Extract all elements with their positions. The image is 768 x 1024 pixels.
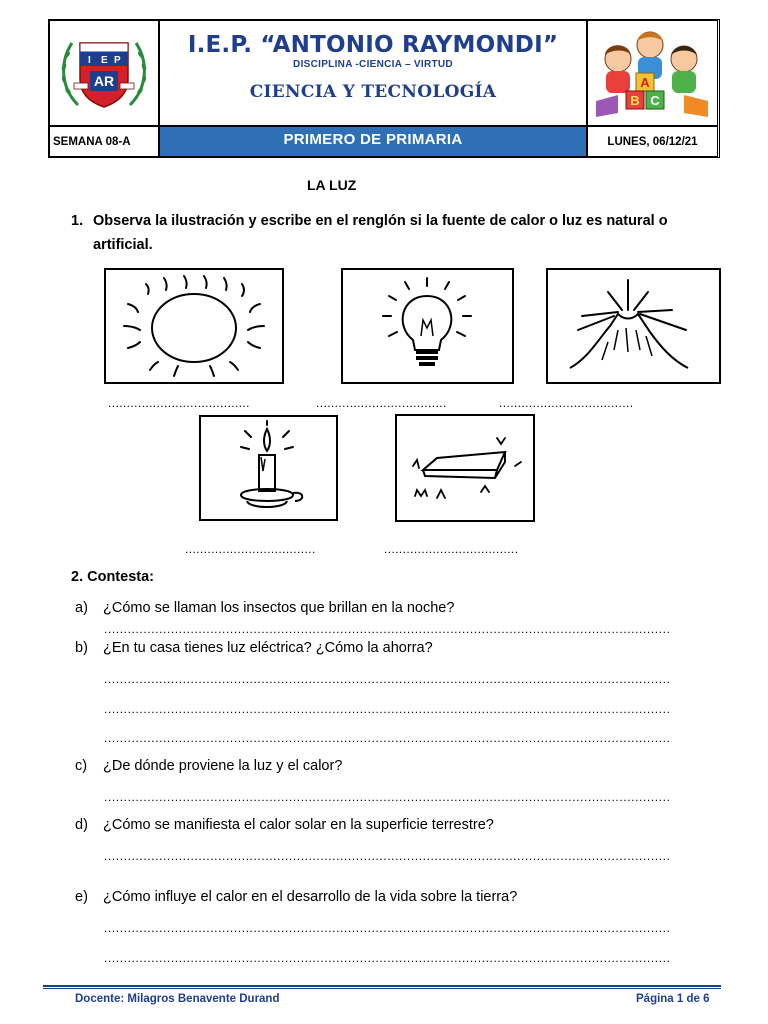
footer-rule-thin [43, 988, 721, 989]
picture-bulb [341, 268, 514, 384]
question-2-title: 2. Contesta: [71, 569, 154, 585]
question-letter: a) [75, 600, 88, 616]
svg-text:P: P [114, 55, 121, 66]
sun-icon [106, 270, 282, 382]
bulb-icon [343, 270, 512, 382]
school-motto: DISCIPLINA -CIENCIA – VIRTUD [293, 59, 453, 70]
footer-rule [43, 985, 721, 987]
footer-teacher: Docente: Milagros Benavente Durand [75, 993, 280, 1005]
question-text: ¿De dónde proviene la luz y el calor? [103, 758, 343, 774]
volcano-icon [548, 270, 719, 382]
svg-text:E: E [101, 55, 108, 66]
svg-text:I: I [88, 55, 91, 66]
question-letter: b) [75, 640, 88, 656]
question-1-number: 1. [71, 213, 84, 229]
answer-blank-candle[interactable]: ................................... [185, 542, 316, 556]
header-table [48, 19, 720, 158]
question-text: ¿En tu casa tienes luz eléctrica? ¿Cómo la ahorra? [103, 640, 433, 656]
answer-blank-iron[interactable]: .................................... [384, 542, 519, 556]
answer-line-b2[interactable]: ................................................................................................................................................ [104, 702, 671, 716]
question-text: ¿Cómo influye el calor en el desarrollo de la vida sobre la tierra? [103, 889, 518, 905]
kids-reading-icon [588, 21, 717, 125]
footer-page-number: Página 1 de 6 [636, 993, 710, 1005]
grade-band: PRIMERO DE PRIMARIA [159, 126, 587, 157]
answer-line-b3[interactable]: ................................................................................................................................................ [104, 731, 671, 745]
question-text: ¿Cómo se manifiesta el calor solar en la superficie terrestre? [103, 817, 494, 833]
school-name: I.E.P. “ANTONIO RAYMONDI” [187, 32, 559, 58]
question-text: ¿Cómo se llaman los insectos que brillan en la noche? [103, 600, 455, 616]
date-label: LUNES, 06/12/21 [587, 126, 718, 157]
logo-cell [49, 20, 159, 126]
svg-text:AR: AR [93, 73, 115, 89]
answer-line-e1[interactable]: ................................................................................................................................................ [104, 921, 671, 935]
question-1 [71, 209, 731, 257]
picture-volcano [546, 268, 721, 384]
school-logo [50, 21, 158, 125]
answer-blank-bulb[interactable]: ................................... [316, 396, 447, 410]
question-1-text: Observa la ilustración y escribe en el renglón si la fuente de calor o luz es natural o artificial. [93, 213, 668, 253]
question-letter: c) [75, 758, 88, 774]
answer-line-a1[interactable]: ................................................................................................................................................ [104, 622, 671, 636]
answer-blank-volcano[interactable]: .................................... [499, 396, 634, 410]
answer-line-e2[interactable]: ................................................................................................................................................ [104, 951, 671, 965]
course-title: CIENCIA Y TECNOLOGÍA [249, 82, 497, 102]
answer-line-b1[interactable]: ................................................................................................................................................ [104, 672, 671, 686]
candle-icon [201, 417, 336, 519]
picture-sun [104, 268, 284, 384]
answer-blank-sun[interactable]: ...................................... [108, 396, 250, 410]
question-letter: e) [75, 889, 88, 905]
week-label: SEMANA 08-A [49, 126, 159, 157]
picture-candle [199, 415, 338, 521]
svg-text:B: B [630, 93, 640, 108]
picture-hot-iron [395, 414, 535, 522]
kids-illustration-cell [587, 20, 718, 126]
answer-line-c1[interactable]: ................................................................................................................................................ [104, 790, 671, 804]
topic-title: LA LUZ [307, 177, 357, 193]
answer-line-d1[interactable]: ................................................................................................................................................ [104, 849, 671, 863]
svg-text:A: A [640, 75, 650, 90]
title-cell [159, 20, 587, 126]
svg-text:C: C [650, 93, 660, 108]
iron-bar-icon [397, 416, 533, 520]
question-letter: d) [75, 817, 88, 833]
